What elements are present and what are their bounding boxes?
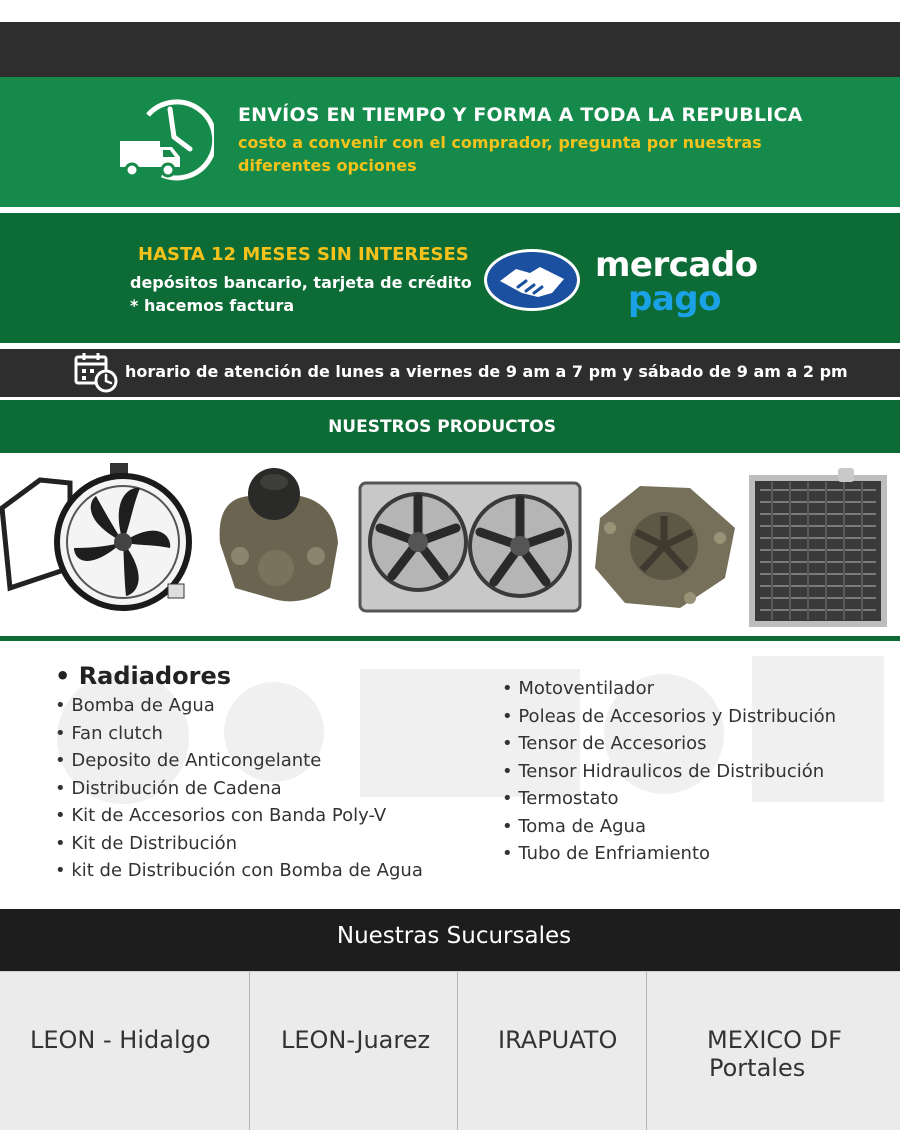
fan-assembly-image <box>2 463 189 608</box>
branches-header <box>0 909 900 971</box>
payment-banner <box>0 213 900 343</box>
list-item: • Tensor Hidraulicos de Distribución <box>502 758 836 786</box>
water-pump-2-image <box>595 486 735 608</box>
products-header <box>0 400 900 453</box>
list-item: • kit de Distribución con Bomba de Agua <box>55 857 423 885</box>
hours-text: horario de atención de lunes a viernes de 9 am a 7 pm y sábado de 9 am a 2 pm <box>125 362 848 381</box>
branch-irapuato[interactable] <box>458 972 647 1130</box>
list-item: • Radiadores <box>55 660 423 692</box>
list-item: • Tensor de Accesorios <box>502 730 836 758</box>
payment-methods: depósitos bancario, tarjeta de crédito <box>130 273 472 292</box>
branch-mexico-df[interactable] <box>647 972 900 1130</box>
branch-name: IRAPUATO <box>498 1026 618 1054</box>
list-item: • Poleas de Accesorios y Distribución <box>502 703 836 731</box>
branch-name: LEON-Juarez <box>281 1026 431 1054</box>
products-title: NUESTROS PRODUCTOS <box>328 417 556 437</box>
list-item: • Deposito de Anticongelante <box>55 747 423 775</box>
branch-leon-juarez[interactable] <box>250 972 458 1130</box>
dual-fan-assembly-image <box>360 483 580 611</box>
branches-row <box>0 971 900 1130</box>
list-item: • Kit de Distribución <box>55 830 423 858</box>
branch-name: LEON - Hidalgo <box>30 1026 211 1054</box>
mercado-pago-word2: pago <box>628 279 721 319</box>
products-divider <box>0 636 900 641</box>
list-item: • Tubo de Enfriamiento <box>502 840 836 868</box>
products-list-left <box>55 660 423 885</box>
list-item: • Termostato <box>502 785 836 813</box>
list-item: • Distribución de Cadena <box>55 775 423 803</box>
shipping-banner <box>0 77 900 207</box>
list-item: • Bomba de Agua <box>55 692 423 720</box>
shipping-title: ENVÍOS EN TIEMPO Y FORMA A TODA LA REPUBLICA <box>238 104 803 126</box>
list-item: • Toma de Agua <box>502 813 836 841</box>
list-item: • Fan clutch <box>55 720 423 748</box>
branches-title: Nuestras Sucursales <box>336 923 572 949</box>
products-list-right <box>502 675 836 868</box>
hours-banner <box>0 349 900 397</box>
invoice-note: * hacemos factura <box>130 296 295 315</box>
list-item: • Motoventilador <box>502 675 836 703</box>
shipping-subtitle: costo a convenir con el comprador, pregunta por nuestras diferentes opciones <box>238 133 762 175</box>
handshake-icon <box>482 247 582 313</box>
list-item: • Kit de Accesorios con Banda Poly-V <box>55 802 423 830</box>
radiator-image <box>752 468 884 624</box>
calendar-clock-icon <box>74 351 118 393</box>
products-gallery <box>0 458 900 638</box>
payment-title: HASTA 12 MESES SIN INTERESES <box>138 244 469 265</box>
branch-leon-hidalgo[interactable] <box>0 972 250 1130</box>
clock-truck-icon <box>118 95 214 183</box>
branch-name: MEXICO DF <box>707 1026 842 1054</box>
mercado-pago-word1: mercado <box>595 245 758 285</box>
branch-subname: Portales <box>709 1054 806 1082</box>
water-pump-image <box>220 468 338 601</box>
top-bar <box>0 22 900 77</box>
